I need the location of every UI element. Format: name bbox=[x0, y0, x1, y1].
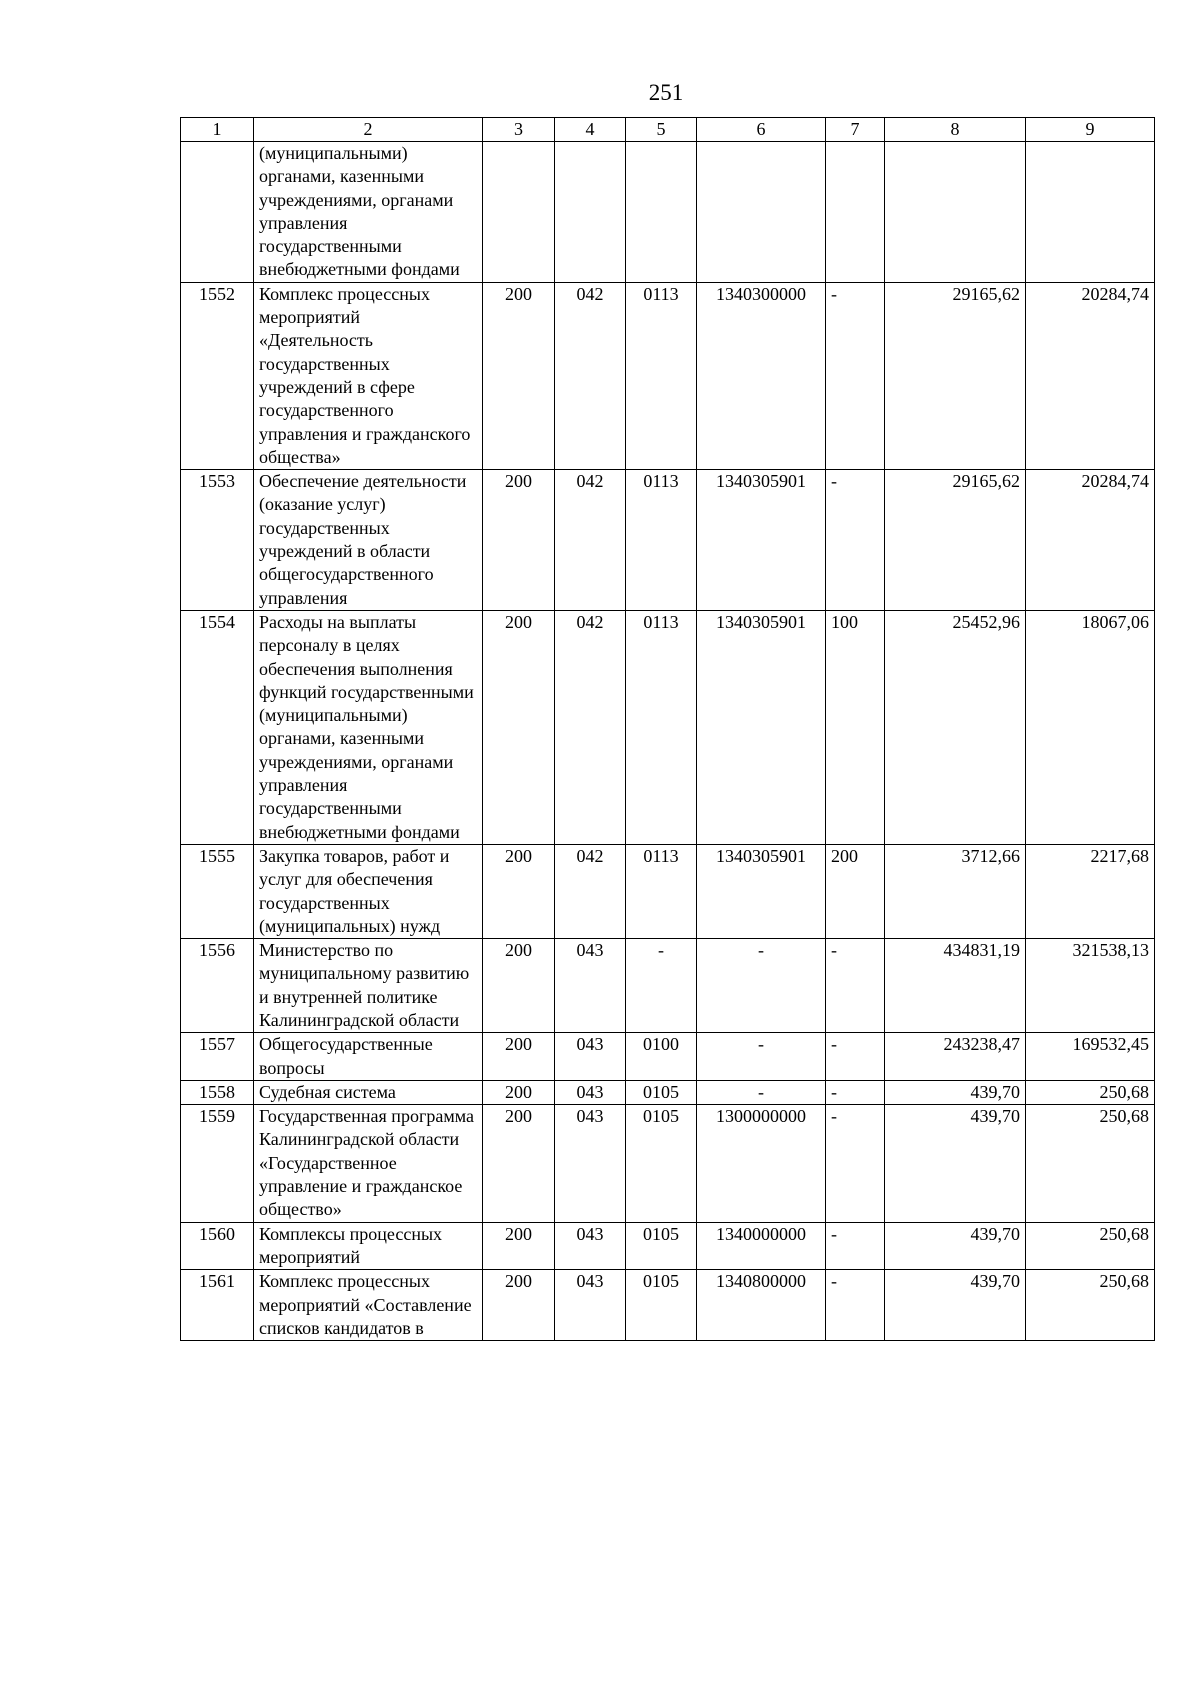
column-3-cell: 200 bbox=[483, 844, 555, 938]
column-3-cell: 200 bbox=[483, 1105, 555, 1222]
column-7-cell: 100 bbox=[826, 610, 885, 844]
row-number-cell: 1553 bbox=[181, 470, 254, 611]
column-6-cell: 1340800000 bbox=[697, 1270, 826, 1341]
column-8-amount-cell: 29165,62 bbox=[885, 470, 1026, 611]
column-9-amount-cell: 250,68 bbox=[1026, 1222, 1155, 1270]
column-6-cell: - bbox=[697, 939, 826, 1033]
column-4-cell: 043 bbox=[555, 939, 626, 1033]
column-9-amount-cell bbox=[1026, 142, 1155, 283]
column-5-cell: 0100 bbox=[626, 1033, 697, 1081]
item-name-cell: Общегосударственные вопросы bbox=[254, 1033, 483, 1081]
page-number: 251 bbox=[648, 80, 684, 105]
column-8-amount-cell: 3712,66 bbox=[885, 844, 1026, 938]
row-number-cell: 1557 bbox=[181, 1033, 254, 1081]
row-number-cell: 1556 bbox=[181, 939, 254, 1033]
row-number-cell bbox=[181, 142, 254, 283]
item-name-cell: Государственная программа Калининградской области «Государственное управление и гражданское общество» bbox=[254, 1105, 483, 1222]
column-8-amount-cell: 243238,47 bbox=[885, 1033, 1026, 1081]
column-8-amount-cell: 439,70 bbox=[885, 1080, 1026, 1104]
row-number-cell: 1560 bbox=[181, 1222, 254, 1270]
item-name-cell: Комплексы процессных мероприятий bbox=[254, 1222, 483, 1270]
column-4-cell bbox=[555, 142, 626, 283]
header-cell: 7 bbox=[826, 118, 885, 142]
column-5-cell: 0105 bbox=[626, 1222, 697, 1270]
column-4-cell: 043 bbox=[555, 1105, 626, 1222]
column-6-cell: 1340305901 bbox=[697, 470, 826, 611]
table-row bbox=[181, 610, 1155, 844]
column-8-amount-cell bbox=[885, 142, 1026, 283]
header-cell: 1 bbox=[181, 118, 254, 142]
budget-table bbox=[180, 117, 1155, 1341]
column-8-amount-cell: 25452,96 bbox=[885, 610, 1026, 844]
column-9-amount-cell: 321538,13 bbox=[1026, 939, 1155, 1033]
column-3-cell: 200 bbox=[483, 1033, 555, 1081]
column-8-amount-cell: 439,70 bbox=[885, 1105, 1026, 1222]
header-cell: 2 bbox=[254, 118, 483, 142]
item-name-cell: Комплекс процессных мероприятий «Деятельность государственных учреждений в сфере государственного управления и гражданского общества» bbox=[254, 282, 483, 469]
column-8-amount-cell: 439,70 bbox=[885, 1270, 1026, 1341]
table-row bbox=[181, 1105, 1155, 1222]
column-3-cell: 200 bbox=[483, 1080, 555, 1104]
column-9-amount-cell: 250,68 bbox=[1026, 1105, 1155, 1222]
table-row bbox=[181, 844, 1155, 938]
table-row bbox=[181, 282, 1155, 469]
column-7-cell: - bbox=[826, 939, 885, 1033]
column-5-cell: 0113 bbox=[626, 844, 697, 938]
column-5-cell: 0113 bbox=[626, 470, 697, 611]
column-7-cell: - bbox=[826, 1270, 885, 1341]
column-3-cell: 200 bbox=[483, 470, 555, 611]
column-6-cell: 1340300000 bbox=[697, 282, 826, 469]
item-name-cell: Министерство по муниципальному развитию и внутренней политике Калининградской области bbox=[254, 939, 483, 1033]
column-9-amount-cell: 250,68 bbox=[1026, 1080, 1155, 1104]
column-3-cell: 200 bbox=[483, 1270, 555, 1341]
table-row bbox=[181, 1270, 1155, 1341]
column-4-cell: 043 bbox=[555, 1222, 626, 1270]
column-7-cell: - bbox=[826, 1080, 885, 1104]
column-6-cell: 1340000000 bbox=[697, 1222, 826, 1270]
column-number-row bbox=[181, 118, 1155, 142]
column-3-cell: 200 bbox=[483, 282, 555, 469]
column-6-cell bbox=[697, 142, 826, 283]
header-cell: 4 bbox=[555, 118, 626, 142]
column-5-cell: 0105 bbox=[626, 1080, 697, 1104]
column-7-cell: - bbox=[826, 282, 885, 469]
column-6-cell: - bbox=[697, 1080, 826, 1104]
column-6-cell: - bbox=[697, 1033, 826, 1081]
column-4-cell: 043 bbox=[555, 1033, 626, 1081]
column-9-amount-cell: 2217,68 bbox=[1026, 844, 1155, 938]
header-cell: 8 bbox=[885, 118, 1026, 142]
item-name-cell: Закупка товаров, работ и услуг для обеспечения государственных (муниципальных) нужд bbox=[254, 844, 483, 938]
column-5-cell: 0105 bbox=[626, 1105, 697, 1222]
column-7-cell: - bbox=[826, 1033, 885, 1081]
item-name-cell: Обеспечение деятельности (оказание услуг) государственных учреждений в области общегосударственного управления bbox=[254, 470, 483, 611]
row-number-cell: 1561 bbox=[181, 1270, 254, 1341]
column-7-cell: 200 bbox=[826, 844, 885, 938]
column-3-cell: 200 bbox=[483, 610, 555, 844]
item-name-cell: Расходы на выплаты персоналу в целях обеспечения выполнения функций государственными (муниципальными) органами, казенными учреждениями, органами управления государственными внебюджетными фондами bbox=[254, 610, 483, 844]
column-5-cell: 0113 bbox=[626, 282, 697, 469]
column-5-cell: 0105 bbox=[626, 1270, 697, 1341]
column-5-cell: 0113 bbox=[626, 610, 697, 844]
column-9-amount-cell: 250,68 bbox=[1026, 1270, 1155, 1341]
row-number-cell: 1552 bbox=[181, 282, 254, 469]
table-row bbox=[181, 470, 1155, 611]
row-number-cell: 1554 bbox=[181, 610, 254, 844]
column-4-cell: 042 bbox=[555, 282, 626, 469]
column-4-cell: 043 bbox=[555, 1080, 626, 1104]
column-4-cell: 042 bbox=[555, 470, 626, 611]
column-4-cell: 043 bbox=[555, 1270, 626, 1341]
header-cell: 3 bbox=[483, 118, 555, 142]
table-row bbox=[181, 1033, 1155, 1081]
row-number-cell: 1555 bbox=[181, 844, 254, 938]
column-9-amount-cell: 20284,74 bbox=[1026, 282, 1155, 469]
column-7-cell: - bbox=[826, 1105, 885, 1222]
column-8-amount-cell: 29165,62 bbox=[885, 282, 1026, 469]
item-name-cell: Комплекс процессных мероприятий «Составление списков кандидатов в bbox=[254, 1270, 483, 1341]
header-cell: 5 bbox=[626, 118, 697, 142]
item-name-cell: (муниципальными) органами, казенными учреждениями, органами управления государственными внебюджетными фондами bbox=[254, 142, 483, 283]
column-9-amount-cell: 20284,74 bbox=[1026, 470, 1155, 611]
table-row bbox=[181, 1080, 1155, 1104]
column-8-amount-cell: 439,70 bbox=[885, 1222, 1026, 1270]
column-3-cell: 200 bbox=[483, 939, 555, 1033]
header-cell: 9 bbox=[1026, 118, 1155, 142]
column-7-cell: - bbox=[826, 470, 885, 611]
column-5-cell bbox=[626, 142, 697, 283]
column-6-cell: 1340305901 bbox=[697, 844, 826, 938]
column-6-cell: 1340305901 bbox=[697, 610, 826, 844]
column-7-cell bbox=[826, 142, 885, 283]
column-4-cell: 042 bbox=[555, 610, 626, 844]
column-9-amount-cell: 169532,45 bbox=[1026, 1033, 1155, 1081]
column-3-cell bbox=[483, 142, 555, 283]
header-cell: 6 bbox=[697, 118, 826, 142]
table-row bbox=[181, 1222, 1155, 1270]
column-7-cell: - bbox=[826, 1222, 885, 1270]
table-row bbox=[181, 939, 1155, 1033]
row-number-cell: 1559 bbox=[181, 1105, 254, 1222]
column-3-cell: 200 bbox=[483, 1222, 555, 1270]
column-4-cell: 042 bbox=[555, 844, 626, 938]
column-8-amount-cell: 434831,19 bbox=[885, 939, 1026, 1033]
column-9-amount-cell: 18067,06 bbox=[1026, 610, 1155, 844]
column-5-cell: - bbox=[626, 939, 697, 1033]
row-number-cell: 1558 bbox=[181, 1080, 254, 1104]
item-name-cell: Судебная система bbox=[254, 1080, 483, 1104]
table-row bbox=[181, 142, 1155, 283]
column-6-cell: 1300000000 bbox=[697, 1105, 826, 1222]
